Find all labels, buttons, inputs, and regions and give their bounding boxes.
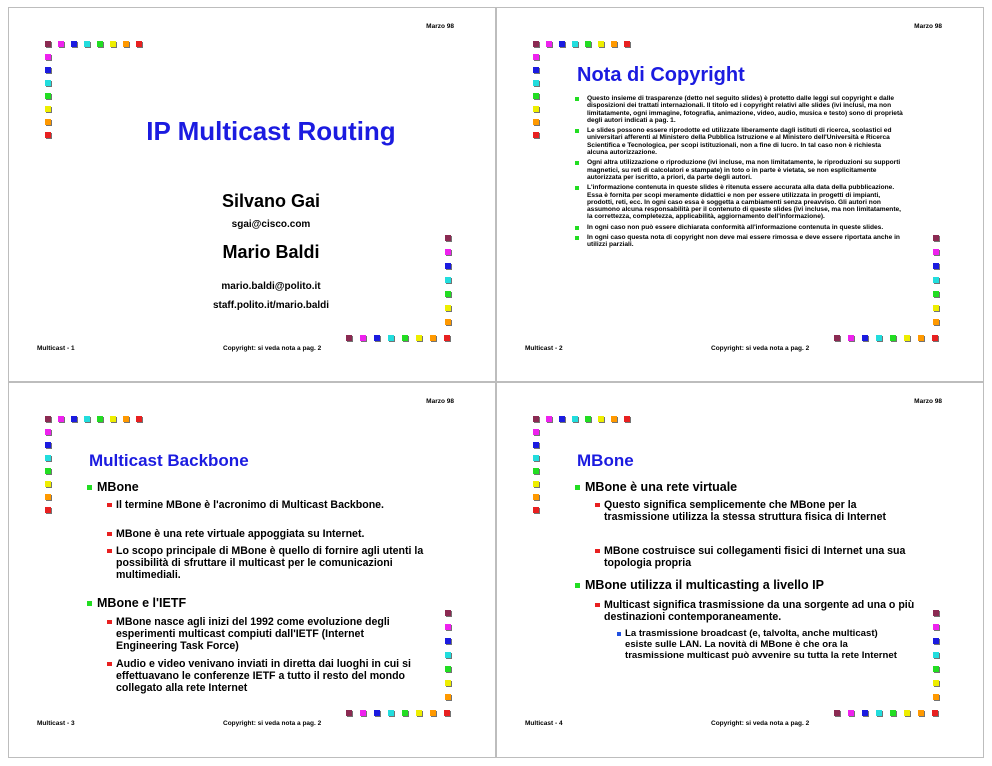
decorative-square — [933, 610, 939, 616]
decorative-square — [546, 41, 552, 47]
decorative-square — [45, 41, 51, 47]
decorative-square — [533, 41, 539, 47]
decorative-square — [45, 67, 51, 73]
decorative-square — [932, 335, 938, 341]
decorative-square — [918, 335, 924, 341]
slide-title: MBone — [577, 451, 634, 470]
decorative-square — [533, 80, 539, 86]
decorative-square — [45, 442, 51, 448]
decorative-square — [533, 455, 539, 461]
decorative-square — [402, 710, 408, 716]
slide-4 — [496, 382, 984, 758]
decorative-square — [933, 680, 939, 686]
bullet-level-2: MBone è una rete virtuale appoggiata su Internet. — [107, 528, 427, 540]
slide-2 — [496, 7, 984, 382]
list-item: L'informazione contenuta in queste slides è ritenuta essere accurata alla data della pubblicazione. Essa è fornita per scopi meramente didattici e non per essere utilizzata in progetti di impianti, prodotti, reti, ecc. In ogni caso essa è soggetta a cambiamenti senza preavviso. Gli autori non assumono alcuna responsabilità per il contenuto di queste slides (ivi incluse, ma non limitatamente, la correttezza, completezza, applicabilità, aggiornamento dell'informazione). — [573, 184, 903, 220]
decorative-square — [533, 429, 539, 435]
slide-title: Multicast Backbone — [89, 451, 249, 470]
decorative-square — [416, 335, 422, 341]
author-name: Mario Baldi — [222, 242, 320, 262]
decorative-square — [533, 119, 539, 125]
decorative-square — [572, 416, 578, 422]
decorative-square — [444, 710, 450, 716]
decorative-square — [533, 442, 539, 448]
decorative-square — [559, 416, 565, 422]
decorative-square — [346, 335, 352, 341]
bullet-level-1: MBone e l'IETF — [87, 596, 186, 610]
decorative-square — [45, 54, 51, 60]
decorative-square — [904, 710, 910, 716]
author-name: Silvano Gai — [221, 191, 321, 211]
decorative-square — [45, 416, 51, 422]
slide-date: Marzo 98 — [914, 398, 942, 405]
decorative-square — [445, 638, 451, 644]
decorative-square — [445, 235, 451, 241]
decorative-square — [933, 319, 939, 325]
decorative-square — [430, 335, 436, 341]
decorative-square — [445, 694, 451, 700]
decorative-square — [585, 41, 591, 47]
decorative-square — [445, 624, 451, 630]
decorative-square — [445, 610, 451, 616]
decorative-square — [71, 41, 77, 47]
bullet-level-2: Questo significa semplicemente che MBone per la trasmissione utilizza la stessa struttura fisica di Internet — [595, 499, 915, 523]
decorative-square — [360, 335, 366, 341]
decorative-square — [904, 335, 910, 341]
decorative-square — [598, 416, 604, 422]
decorative-square — [933, 277, 939, 283]
bullet-level-2: MBone costruisce sui collegamenti fisici di Internet una sua topologia propria — [595, 545, 915, 569]
slide-number: Multicast - 2 — [525, 345, 563, 352]
decorative-square — [890, 335, 896, 341]
author-email: sgai@cisco.com — [231, 219, 311, 230]
decorative-square — [136, 41, 142, 47]
slide-date: Marzo 98 — [426, 398, 454, 405]
decorative-square — [933, 291, 939, 297]
list-item: In ogni caso questa nota di copyright non deve mai essere rimossa e deve essere riportata anche in utilizzi parziali. — [573, 234, 903, 249]
decorative-square — [533, 132, 539, 138]
decorative-square — [876, 710, 882, 716]
decorative-square — [559, 41, 565, 47]
decorative-square — [932, 710, 938, 716]
decorative-square — [533, 481, 539, 487]
decorative-square — [84, 41, 90, 47]
bullet-level-2: Multicast significa trasmissione da una sorgente ad una o più destinazioni contemporaneamente. — [595, 599, 915, 623]
slide-date: Marzo 98 — [426, 23, 454, 30]
decorative-square — [890, 710, 896, 716]
decorative-square — [445, 666, 451, 672]
decorative-square — [374, 710, 380, 716]
bullet-level-3: La trasmissione broadcast (e, talvolta, anche multicast) esiste sulle LAN. La novità di MBone è che ora la trasmissione multicast può avvenire su tutta la rete Internet — [617, 628, 907, 662]
decorative-square — [585, 416, 591, 422]
decorative-square — [110, 416, 116, 422]
decorative-square — [58, 41, 64, 47]
decorative-square — [45, 80, 51, 86]
decorative-square — [374, 335, 380, 341]
decorative-square — [84, 416, 90, 422]
decorative-square — [346, 710, 352, 716]
decorative-square — [862, 710, 868, 716]
slide-title: IP Multicast Routing — [146, 116, 396, 146]
copyright-footer: Copyright: si veda nota a pag. 2 — [223, 720, 322, 727]
decorative-square — [136, 416, 142, 422]
decorative-square — [445, 652, 451, 658]
decorative-square — [933, 694, 939, 700]
copyright-footer: Copyright: si veda nota a pag. 2 — [711, 720, 810, 727]
bullet-level-2: MBone nasce agli inizi del 1992 come evoluzione degli esperimenti multicast compiuti dall'IETF (Internet Engineering Task Force) — [107, 616, 427, 653]
decorative-square — [862, 335, 868, 341]
decorative-square — [430, 710, 436, 716]
decorative-square — [45, 481, 51, 487]
decorative-square — [624, 41, 630, 47]
decorative-square — [123, 416, 129, 422]
bullet-level-1: MBone — [87, 480, 139, 494]
slide-number: Multicast - 3 — [37, 720, 75, 727]
decorative-square — [360, 710, 366, 716]
list-item: In ogni caso non può essere dichiarata conformità all'informazione contenuta in queste slides. — [573, 224, 903, 231]
bullet-level-1: MBone è una rete virtuale — [575, 480, 737, 494]
decorative-square — [933, 624, 939, 630]
decorative-square — [848, 335, 854, 341]
decorative-square — [533, 93, 539, 99]
decorative-square — [876, 335, 882, 341]
author-email: mario.baldi@polito.it — [221, 281, 321, 292]
decorative-square — [834, 335, 840, 341]
decorative-square — [611, 416, 617, 422]
bullet-level-1: MBone utilizza il multicasting a livello IP — [575, 578, 824, 592]
decorative-square — [533, 416, 539, 422]
decorative-square — [445, 263, 451, 269]
decorative-square — [45, 106, 51, 112]
decorative-square — [97, 41, 103, 47]
slide-3 — [8, 382, 496, 758]
decorative-square — [834, 710, 840, 716]
decorative-square — [110, 41, 116, 47]
decorative-square — [123, 41, 129, 47]
decorative-square — [546, 416, 552, 422]
decorative-square — [45, 507, 51, 513]
decorative-square — [933, 666, 939, 672]
slide-number: Multicast - 1 — [37, 345, 75, 352]
decorative-square — [611, 41, 617, 47]
decorative-square — [71, 416, 77, 422]
author-url: staff.polito.it/mario.baldi — [212, 300, 330, 311]
decorative-square — [933, 638, 939, 644]
decorative-square — [933, 235, 939, 241]
decorative-square — [533, 468, 539, 474]
decorative-square — [388, 335, 394, 341]
decorative-square — [45, 93, 51, 99]
slide-1 — [8, 7, 496, 382]
slide-title: Nota di Copyright — [577, 64, 745, 86]
bullet-level-2: Il termine MBone è l'acronimo di Multicast Backbone. — [107, 499, 427, 511]
bullet-level-2: Audio e video venivano inviati in diretta dai luoghi in cui si effettuavano le conferenze IETF a tutto il resto del mondo collegato alla rete Internet — [107, 658, 427, 695]
decorative-square — [933, 249, 939, 255]
slide-date: Marzo 98 — [914, 23, 942, 30]
list-item: Le slides possono essere riprodotte ed utilizzate liberamente dagli istituti di ricerca, scolastici ed universitari afferenti al Ministero della Pubblica Istruzione e al Ministero dell'Università e Ricerca Scientifica e Tecnologica, per scopi istituzionali, non a fine di lucro. In tal caso non è richiesta alcuna autorizzazione. — [573, 127, 903, 156]
decorative-square — [598, 41, 604, 47]
decorative-square — [533, 54, 539, 60]
decorative-square — [444, 335, 450, 341]
decorative-square — [533, 507, 539, 513]
decorative-square — [572, 41, 578, 47]
list-item: Ogni altra utilizzazione o riproduzione (ivi incluse, ma non limitatamente, le riproduzioni su supporti magnetici, su reti di calcolatori e stampate) in toto o in parte è vietata, se non esplicitamente autorizzata per iscritto, a priori, da parte degli autori. — [573, 159, 903, 181]
decorative-square — [624, 416, 630, 422]
decorative-square — [848, 710, 854, 716]
decorative-square — [533, 106, 539, 112]
decorative-square — [933, 305, 939, 311]
decorative-square — [533, 67, 539, 73]
decorative-square — [45, 429, 51, 435]
copyright-footer: Copyright: si veda nota a pag. 2 — [711, 345, 810, 352]
list-item: Questo insieme di trasparenze (detto nel seguito slides) è protetto dalle leggi sul copyright e dalle disposizioni dei trattati internazionali. Il titolo ed i copyright relativi alle slides (ivi inclusi, ma non limitatamente, ogni immagine, fotografia, animazione, video, audio, musica e testo) sono di proprietà degli autori indicati a pag. 1. — [573, 95, 903, 124]
decorative-square — [533, 494, 539, 500]
decorative-square — [933, 652, 939, 658]
decorative-square — [445, 319, 451, 325]
bullet-level-2: Lo scopo principale di MBone è quello di fornire agli utenti la possibilità di sfruttare il multicast per le comunicazioni multimediali. — [107, 545, 427, 582]
decorative-square — [45, 468, 51, 474]
decorative-square — [416, 710, 422, 716]
copyright-list — [573, 95, 903, 252]
decorative-square — [45, 455, 51, 461]
decorative-square — [933, 263, 939, 269]
copyright-footer: Copyright: si veda nota a pag. 2 — [223, 345, 322, 352]
decorative-square — [45, 494, 51, 500]
decorative-square — [388, 710, 394, 716]
decorative-square — [402, 335, 408, 341]
decorative-square — [58, 416, 64, 422]
slide-number: Multicast - 4 — [525, 720, 563, 727]
decorative-square — [97, 416, 103, 422]
decorative-square — [918, 710, 924, 716]
decorative-square — [445, 680, 451, 686]
